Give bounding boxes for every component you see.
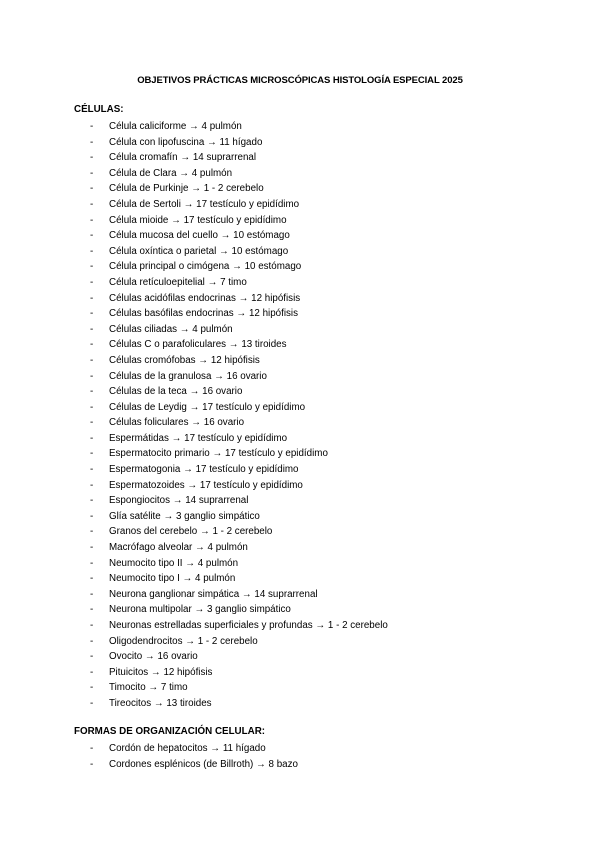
list-item-text: Cordones esplénicos (de Billroth) → 8 bazo — [109, 758, 298, 770]
list-item — [90, 306, 388, 322]
bullet-dash: - — [90, 245, 94, 257]
bullet-dash: - — [90, 448, 94, 460]
bullet-dash: - — [90, 526, 94, 538]
list-item-text: Células C o parafoliculares → 13 tiroides — [109, 339, 287, 351]
bullet-dash: - — [90, 743, 94, 754]
list-item-text: Células basófilas endocrinas → 12 hipófisis — [109, 308, 298, 320]
bullet-dash: - — [90, 214, 94, 226]
list-item — [90, 119, 388, 135]
list-item — [90, 524, 388, 540]
bullet-dash: - — [90, 339, 94, 351]
bullet-dash: - — [90, 758, 94, 770]
section-heading-formas-organizacion: FORMAS DE ORGANIZACIÓN CELULAR: — [74, 726, 266, 737]
bullet-dash: - — [90, 354, 94, 366]
bullet-dash: - — [90, 121, 94, 132]
bullet-dash: - — [90, 136, 94, 148]
list-item — [90, 337, 388, 353]
list-item — [90, 462, 388, 478]
list-item-text: Neumocito tipo II → 4 pulmón — [109, 557, 239, 569]
list-item — [90, 213, 388, 229]
list-item — [90, 322, 388, 338]
list-item-text: Macrófago alveolar → 4 pulmón — [109, 542, 248, 554]
list-item-text: Espermatocito primario → 17 testículo y epidídimo — [109, 448, 328, 460]
bullet-dash: - — [90, 432, 94, 444]
list-item-text: Células ciliadas → 4 pulmón — [109, 323, 233, 335]
formas-organizacion-list — [90, 741, 298, 772]
list-item — [90, 493, 388, 509]
list-item-text: Espermátidas → 17 testículo y epidídimo — [109, 432, 288, 444]
bullet-dash: - — [90, 464, 94, 476]
list-item-text: Granos del cerebelo → 1 - 2 cerebelo — [109, 526, 273, 538]
bullet-dash: - — [90, 401, 94, 413]
list-item — [90, 228, 388, 244]
list-item-text: Neurona multipolar → 3 ganglio simpático — [109, 604, 291, 616]
list-item — [90, 291, 388, 307]
list-item-text: Célula mucosa del cuello → 10 estómago — [109, 230, 290, 242]
bullet-dash: - — [90, 635, 94, 647]
list-item — [90, 275, 388, 291]
list-item-text: Células de la teca → 16 ovario — [109, 386, 243, 398]
list-item-text: Neurona ganglionar simpática → 14 suprarrenal — [109, 588, 318, 600]
list-item — [90, 135, 388, 151]
bullet-dash: - — [90, 370, 94, 382]
list-item — [90, 540, 388, 556]
list-item-text: Neumocito tipo I → 4 pulmón — [109, 573, 236, 585]
bullet-dash: - — [90, 167, 94, 179]
list-item — [90, 757, 298, 773]
section-heading-celulas: CÉLULAS: — [74, 104, 124, 115]
list-item — [90, 696, 388, 712]
list-item-text: Espermatozoides → 17 testículo y epidídimo — [109, 479, 303, 491]
bullet-dash: - — [90, 620, 94, 631]
list-item — [90, 649, 388, 665]
list-item-text: Célula principal o cimógena → 10 estómago — [109, 261, 302, 273]
list-item — [90, 741, 298, 757]
list-item — [90, 431, 388, 447]
list-item — [90, 244, 388, 260]
list-item — [90, 556, 388, 572]
list-item — [90, 446, 388, 462]
list-item-text: Célula cromafín → 14 suprarrenal — [109, 152, 257, 164]
bullet-dash: - — [90, 417, 94, 429]
list-item-text: Células de Leydig → 17 testículo y epidídimo — [109, 401, 306, 413]
bullet-dash: - — [90, 386, 94, 398]
list-item — [90, 478, 388, 494]
list-item-text: Neuronas estrelladas superficiales y profundas → 1 - 2 cerebelo — [109, 620, 388, 631]
list-item-text: Célula caliciforme → 4 pulmón — [109, 121, 242, 132]
list-item — [90, 665, 388, 681]
celulas-list — [90, 119, 388, 712]
list-item — [90, 634, 388, 650]
list-item — [90, 384, 388, 400]
bullet-dash: - — [90, 697, 94, 709]
bullet-dash: - — [90, 651, 94, 663]
list-item-text: Célula de Purkinje → 1 - 2 cerebelo — [109, 183, 264, 195]
list-item-text: Células foliculares → 16 ovario — [109, 417, 245, 429]
list-item-text: Oligodendrocitos → 1 - 2 cerebelo — [109, 635, 258, 647]
list-item — [90, 166, 388, 182]
bullet-dash: - — [90, 666, 94, 678]
list-item-text: Células cromófobas → 12 hipófisis — [109, 354, 260, 366]
list-item — [90, 587, 388, 603]
bullet-dash: - — [90, 183, 94, 195]
bullet-dash: - — [90, 276, 94, 288]
bullet-dash: - — [90, 542, 94, 554]
bullet-dash: - — [90, 292, 94, 304]
list-item — [90, 618, 388, 634]
list-item — [90, 509, 388, 525]
list-item-text: Espermatogonia → 17 testículo y epidídimo — [109, 464, 299, 476]
list-item — [90, 353, 388, 369]
bullet-dash: - — [90, 308, 94, 320]
bullet-dash: - — [90, 682, 94, 694]
list-item-text: Pituicitos → 12 hipófisis — [109, 666, 213, 678]
list-item — [90, 369, 388, 385]
list-item — [90, 259, 388, 275]
list-item-text: Célula retículoepitelial → 7 timo — [109, 276, 247, 288]
list-item-text: Célula de Clara → 4 pulmón — [109, 167, 233, 179]
bullet-dash: - — [90, 557, 94, 569]
bullet-dash: - — [90, 261, 94, 273]
list-item — [90, 602, 388, 618]
list-item — [90, 415, 388, 431]
bullet-dash: - — [90, 573, 94, 585]
list-item-text: Espongiocitos → 14 suprarrenal — [109, 495, 249, 507]
list-item-text: Timocito → 7 timo — [109, 682, 188, 694]
list-item — [90, 197, 388, 213]
bullet-dash: - — [90, 230, 94, 242]
list-item-text: Células de la granulosa → 16 ovario — [109, 370, 267, 382]
list-item — [90, 680, 388, 696]
list-item-text: Célula con lipofuscina → 11 hígado — [109, 136, 263, 148]
bullet-dash: - — [90, 495, 94, 507]
list-item-text: Glía satélite → 3 ganglio simpático — [109, 510, 260, 522]
bullet-dash: - — [90, 323, 94, 335]
list-item-text: Tireocitos → 13 tiroides — [109, 697, 212, 709]
list-item-text: Ovocito → 16 ovario — [109, 651, 198, 663]
list-item — [90, 571, 388, 587]
bullet-dash: - — [90, 479, 94, 491]
list-item-text: Células acidófilas endocrinas → 12 hipófisis — [109, 292, 301, 304]
document-title: OBJETIVOS PRÁCTICAS MICROSCÓPICAS HISTOLOGÍA ESPECIAL 2025 — [137, 75, 463, 86]
list-item-text: Célula mioide → 17 testículo y epidídimo — [109, 214, 287, 226]
list-item — [90, 181, 388, 197]
list-item-text: Célula de Sertoli → 17 testículo y epidídimo — [109, 198, 300, 210]
bullet-dash: - — [90, 198, 94, 210]
list-item-text: Cordón de hepatocitos → 11 hígado — [109, 743, 266, 754]
bullet-dash: - — [90, 604, 94, 616]
list-item — [90, 400, 388, 416]
bullet-dash: - — [90, 510, 94, 522]
bullet-dash: - — [90, 588, 94, 600]
list-item — [90, 150, 388, 166]
list-item-text: Célula oxíntica o parietal → 10 estómago — [109, 245, 289, 257]
bullet-dash: - — [90, 152, 94, 164]
